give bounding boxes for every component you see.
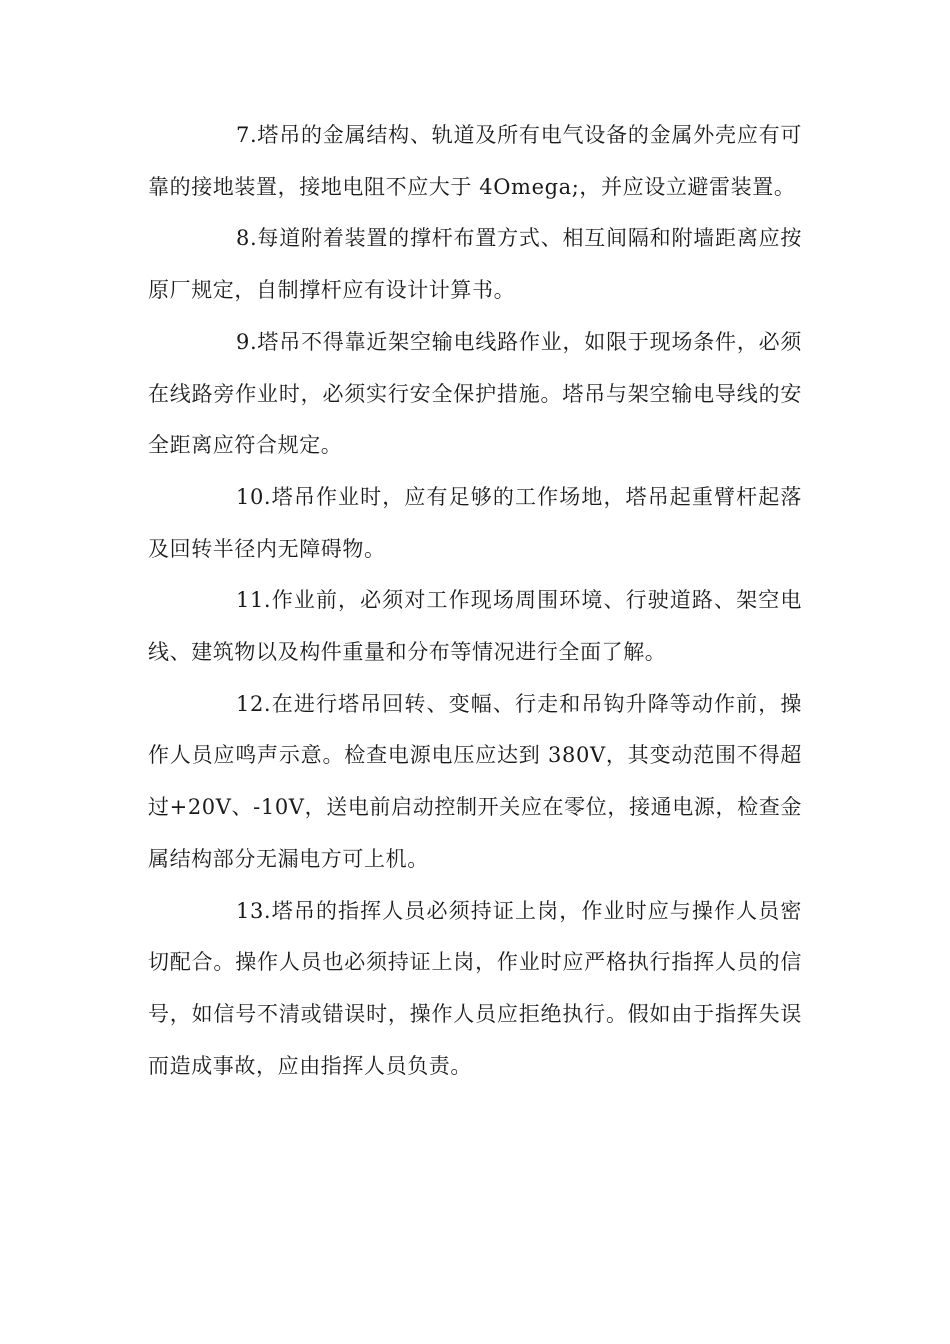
paragraph-8: 8.每道附着装置的撑杆布置方式、相互间隔和附墙距离应按原厂规定，自制撑杆应有设计计算书。 — [148, 226, 802, 303]
paragraph-13: 13.塔吊的指挥人员必须持证上岗，作业时应与操作人员密切配合。操作人员也必须持证上岗，作业时应严格执行指挥人员的信号，如信号不清或错误时，操作人员应拒绝执行。假如由于指挥失误而造成事故，应由指挥人员负责。 — [148, 898, 802, 1078]
paragraph-10: 10.塔吊作业时，应有足够的工作场地，塔吊起重臂杆起落及回转半径内无障碍物。 — [148, 484, 802, 561]
paragraph-11: 11.作业前，必须对工作现场周围环境、行驶道路、架空电线、建筑物以及构件重量和分布等情况进行全面了解。 — [148, 588, 802, 665]
paragraph-12: 12.在进行塔吊回转、变幅、行走和吊钩升降等动作前，操作人员应鸣声示意。检查电源电压应达到 380V，其变动范围不得超过+20V、-10V，送电前启动控制开关应在零位，接通电源，检查金属结构部分无漏电方可上机。 — [148, 691, 802, 871]
paragraph-9: 9.塔吊不得靠近架空输电线路作业，如限于现场条件，必须在线路旁作业时，必须实行安全保护措施。塔吊与架空输电导线的安全距离应符合规定。 — [148, 329, 802, 458]
paragraph-7: 7.塔吊的金属结构、轨道及所有电气设备的金属外壳应有可靠的接地装置，接地电阻不应大于 4Omega;，并应设立避雷装置。 — [148, 123, 802, 199]
document-body — [148, 110, 802, 1092]
